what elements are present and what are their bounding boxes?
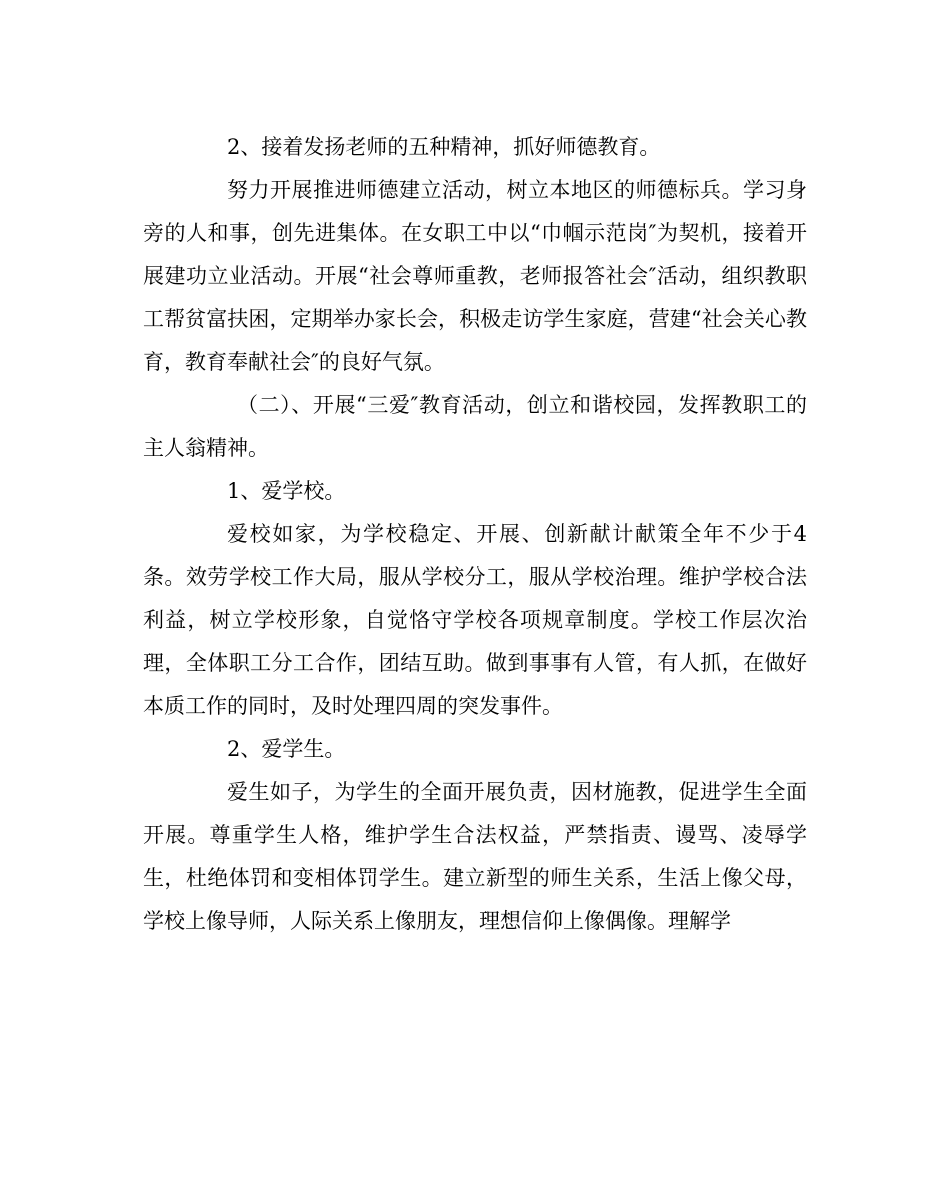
paragraph-heading-love-students: 2、爱学生。 <box>227 737 346 761</box>
paragraph-section-three-loves: （二）、开展“三爱″教育活动，创立和谐校园，发挥教职工的主人翁精神。 <box>143 393 807 460</box>
document-body <box>143 126 807 943</box>
paragraph-love-students: 爱生如子，为学生的全面开展负责，因材施教，促进学生全面开展。尊重学生人格，维护学生合法权益，严禁指责、谩骂、凌辱学生，杜绝体罚和变相体罚学生。建立新型的师生关系，生活上像父母，学校上像导师，人际关系上像朋友，理想信仰上像偶像。理解学 <box>143 780 807 933</box>
paragraph-teacher-ethics: 努力开展推进师德建立活动，树立本地区的师德标兵。学习身旁的人和事，创先进集体。在女职工中以“巾帼示范岗″为契机，接着开展建功立业活动。开展“社会尊师重教，老师报答社会″活动，组织教职工帮贫富扶困，定期举办家长会，积极走访学生家庭，营建“社会关心教育，教育奉献社会″的良好气氛。 <box>143 178 807 374</box>
paragraph-heading-love-school: 1、爱学校。 <box>227 479 346 503</box>
paragraph-heading-five-spirits: 2、接着发扬老师的五种精神，抓好师德教育。 <box>227 135 661 159</box>
paragraph-love-school: 爱校如家，为学校稳定、开展、创新献计献策全年不少于4条。效劳学校工作大局，服从学校分工，服从学校治理。维护学校合法利益，树立学校形象，自觉恪守学校各项规章制度。学校工作层次治理，全体职工分工合作，团结互助。做到事事有人管，有人抓，在做好本质工作的同时，及时处理四周的突发事件。 <box>143 522 807 718</box>
